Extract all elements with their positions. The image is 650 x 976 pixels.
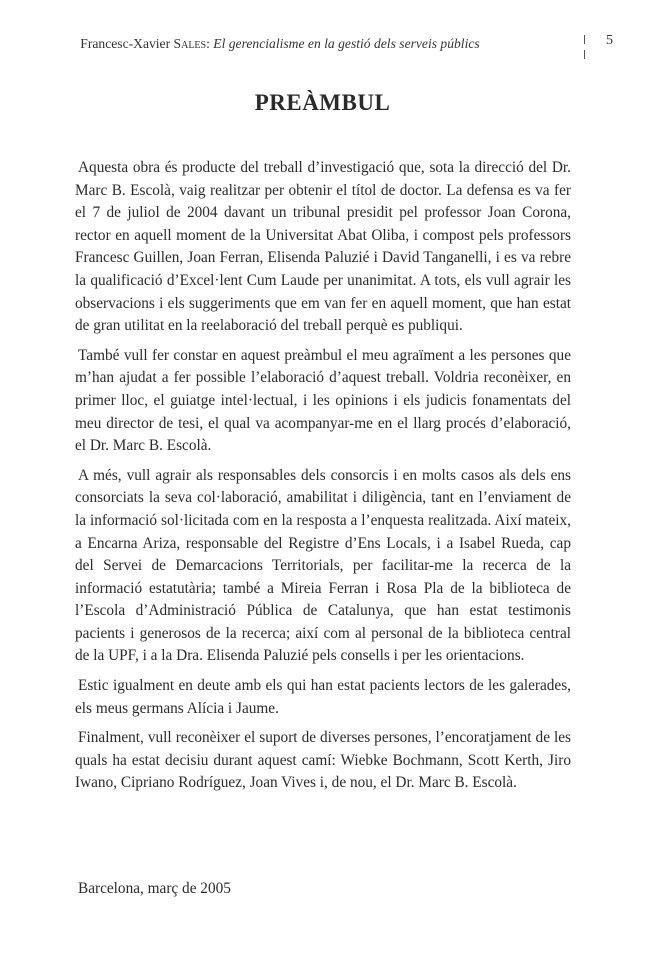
running-head	[0, 36, 560, 52]
paragraph: A més, vull agrair als responsables dels consorcis i en molts casos als dels ens consorciats la seva col·laboració, amabilitat i diligència, tant en l’enviament de la informació sol·licitada com en la resposta a l’enquesta realitzada. Així mateix, a Encarna Ariza, responsable del Registre d’Ens Locals, i a Isabel Rueda, cap del Servei de Demarcacions Territorials, per facilitar-me la recerca de la informació estatutària; també a Mireia Ferran i Rosa Pla de la biblioteca de l’Escola d’Administració Pública de Catalunya, que han estat testimonis pacients i generosos de la recerca; així com al personal de la biblioteca central de la UPF, i a la Dra. Elisenda Paluzié pels consells i per les orientacions.	[75, 466, 571, 665]
header-rule	[584, 35, 585, 44]
author-last-name: Sales	[173, 36, 207, 51]
book-title: El gerencialisme en la gestió dels serveis públics	[213, 36, 480, 51]
page-title: PREÀMBUL	[254, 90, 391, 115]
paragraph: Estic igualment en deute amb els qui han estat pacients lectors de les galerades, els meus germans Alícia i Jaume.	[75, 677, 571, 717]
header-separator: :	[206, 36, 210, 51]
header-rule	[584, 50, 585, 59]
paragraph: Aquesta obra és producte del treball d’investigació que, sota la direcció del Dr. Marc B. Escolà, vaig realitzar per obtenir el títol de doctor. La defensa es va fer el 7 de juliol de 2004 davant un tribunal presidit pel professor Joan Corona, rector en aquell moment de la Universitat Abat Oliba, i compost pels professors Francesc Guillen, Joan Ferran, Elisenda Paluzié i David Tanganelli, i es va rebre la qualificació d’Excel·lent Cum Laude per unanimitat. A tots, els vull agrair les observacions i els suggeriments que em van fer en aquell moment, que han estat de gran utilitat en la reelaboració del treball perquè es publiqui.	[75, 159, 571, 335]
paragraph: Finalment, vull reconèixer el suport de diverses persones, l’encoratjament de les quals ha estat decisiu durant aquest camí: Wiebke Bochmann, Scott Kerth, Jiro Iwano, Cipriano Rodríguez, Joan Vives i, de nou, el Dr. Marc B. Escolà.	[75, 729, 571, 792]
page-number: 5	[606, 33, 613, 48]
author-first-name: Francesc-Xavier	[80, 36, 171, 51]
paragraph: També vull fer constar en aquest preàmbul el meu agraïment a les persones que m’han ajudat a fer possible l’elaboració d’aquest treball. Voldria reconèixer, en primer lloc, el guiatge intel·lectual, i les opinions i els judicis fonamentats del meu director de tesi, el qual va acompanyar-me en el llarg procés d’elaboració, el Dr. Marc B. Escolà.	[75, 346, 571, 455]
place-date-signature: Barcelona, març de 2005	[78, 880, 231, 897]
body-text	[75, 157, 571, 802]
